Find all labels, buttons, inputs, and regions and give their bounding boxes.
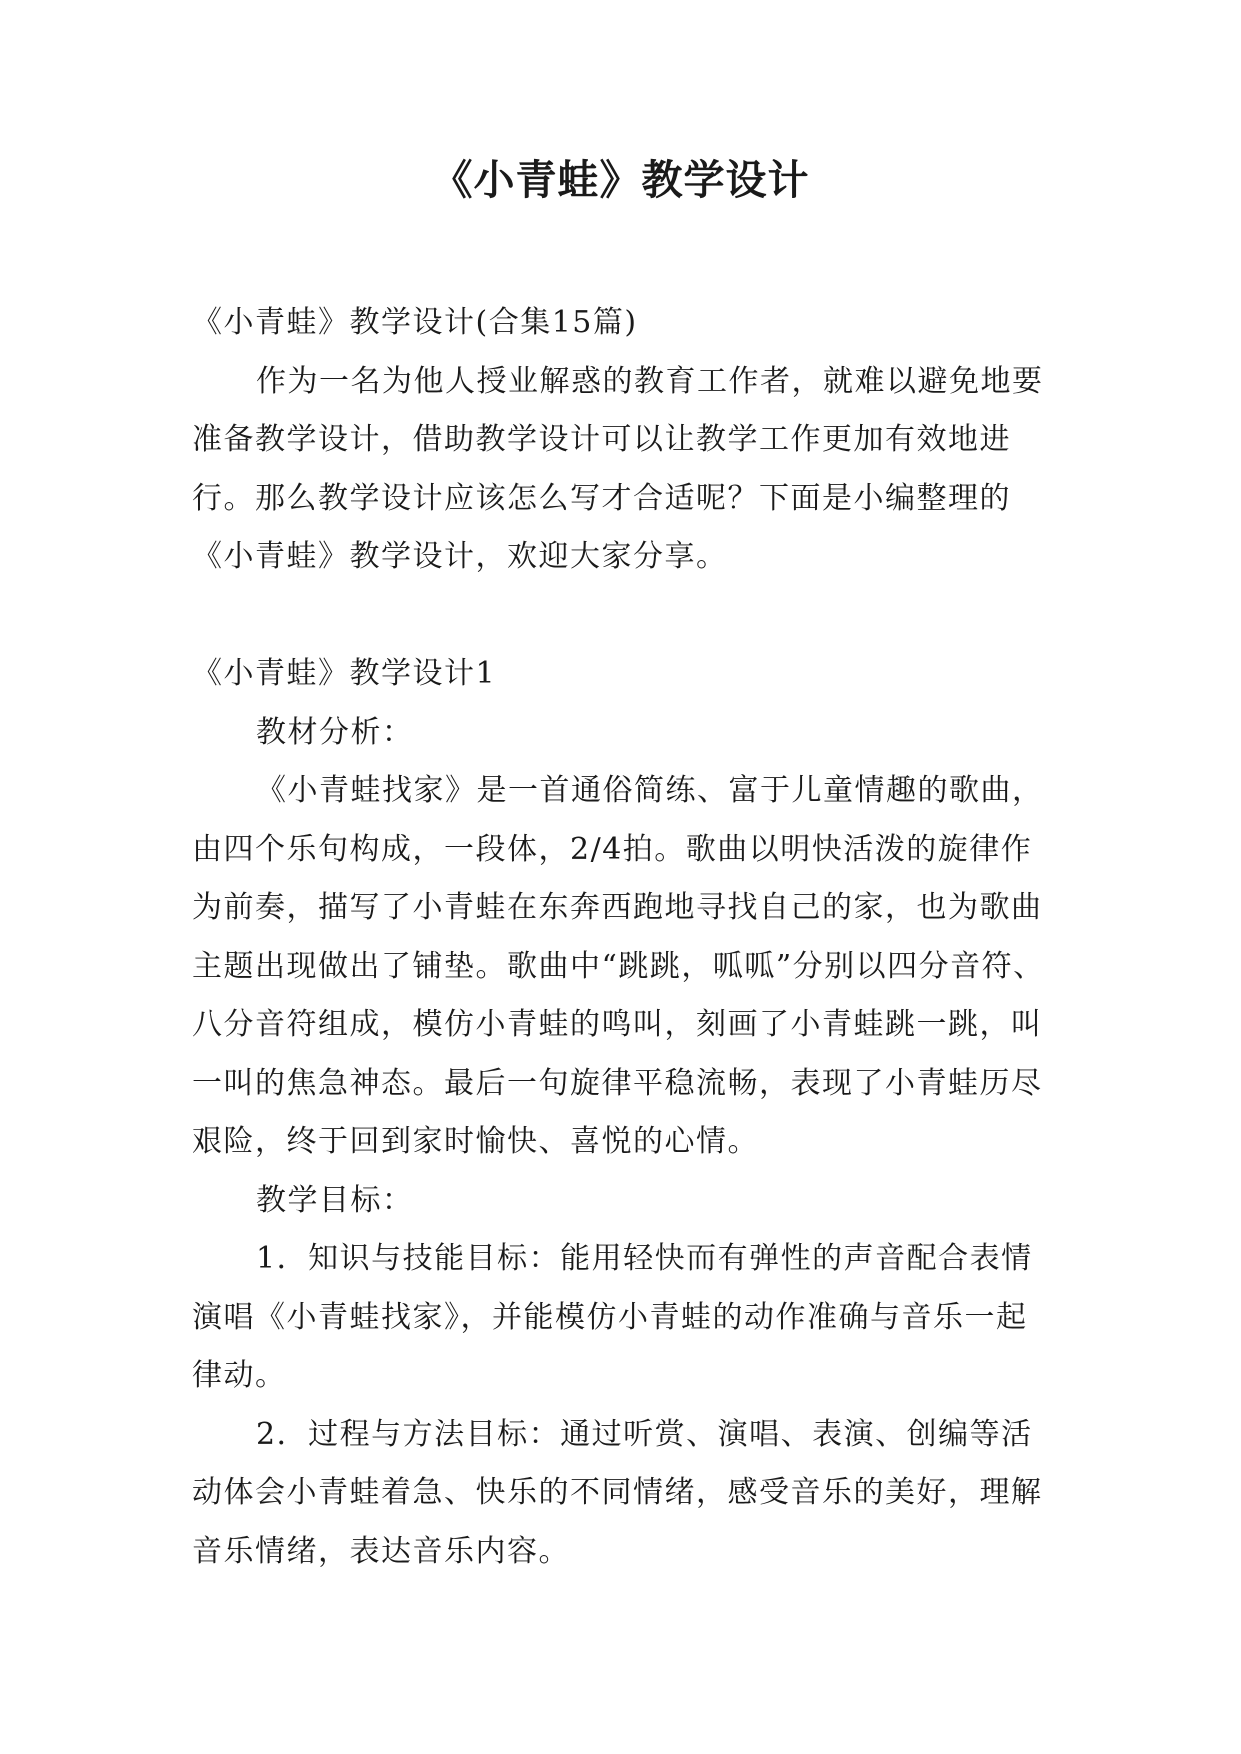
collection-subtitle: 《小青蛙》教学设计(合集15篇) — [192, 305, 638, 340]
document-title: 《小青蛙》教学设计 — [431, 156, 810, 204]
goal-item-2: 2．过程与方法目标：通过听赏、演唱、表演、创编等活动体会小青蛙着急、快乐的不同情绪，感受音乐的美好，理解音乐情绪，表达音乐内容。 — [192, 1416, 1043, 1569]
analysis-label: 教材分析： — [256, 714, 414, 750]
section-heading: 《小青蛙》教学设计1 — [192, 656, 497, 691]
goals-label: 教学目标： — [256, 1182, 414, 1218]
intro-paragraph: 作为一名为他人授业解惑的教育工作者，就难以避免地要准备教学设计，借助教学设计可以让教学工作更加有效地进行。那么教学设计应该怎么写才合适呢？下面是小编整理的《小青蛙》教学设计，欢迎大家分享。 — [192, 363, 1044, 574]
document-body — [192, 294, 1052, 1581]
paragraph-gap — [192, 587, 1052, 646]
goal-item-1: 1．知识与技能目标：能用轻快而有弹性的声音配合表情演唱《小青蛙找家》，并能模仿小青蛙的动作准确与音乐一起律动。 — [192, 1241, 1033, 1393]
analysis-paragraph: 《小青蛙找家》是一首通俗简练、富于儿童情趣的歌曲，由四个乐句构成，一段体，2/4拍。歌曲以明快活泼的旋律作为前奏，描写了小青蛙在东奔西跑地寻找自己的家，也为歌曲主题出现做出了铺垫。歌曲中“跳跳，呱呱”分别以四分音符、八分音符组成，模仿小青蛙的鸣叫，刻画了小青蛙跳一跳，叫一叫的焦急神态。最后一句旋律平稳流畅，表现了小青蛙历尽艰险，终于回到家时愉快、喜悦的心情。 — [192, 773, 1045, 1159]
